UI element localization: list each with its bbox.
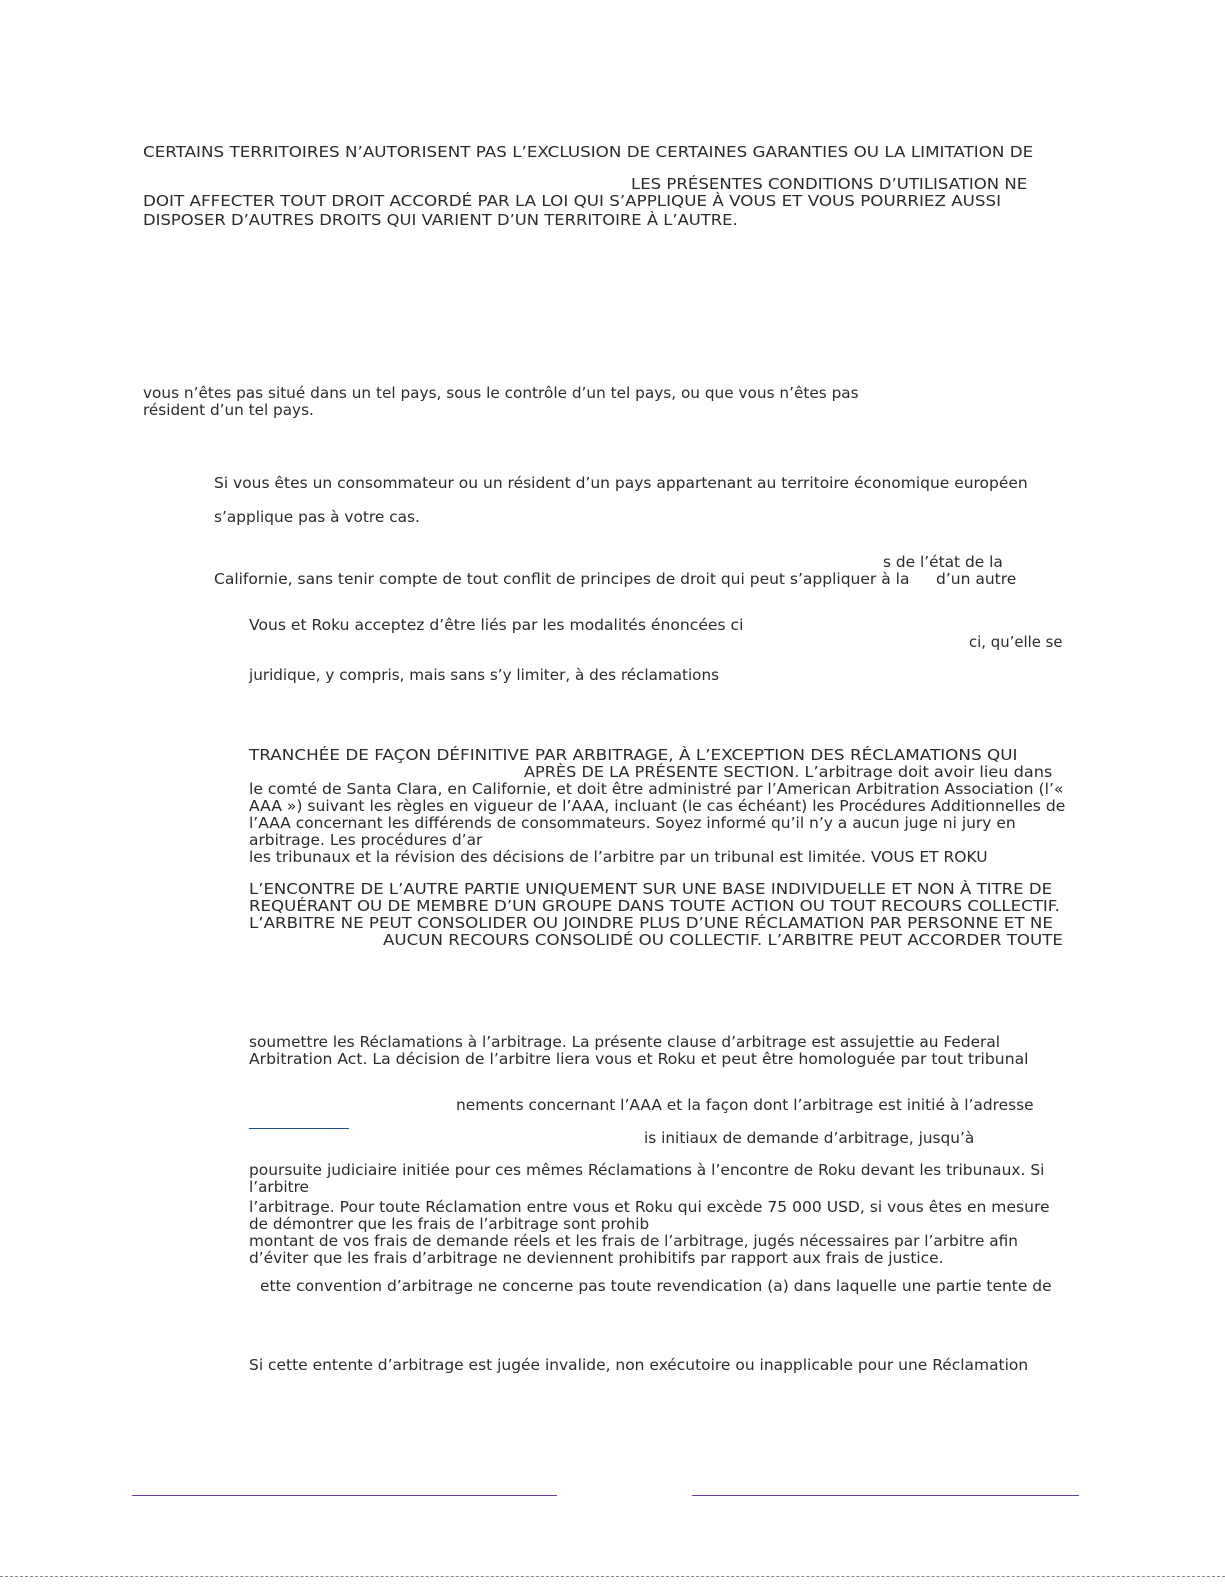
text-line: l’AAA concernant les différends de consommateurs. Soyez informé qu’il n’y a aucun juge ni jury en: [249, 814, 1016, 832]
text-line: Arbitration Act. La décision de l’arbitre liera vous et Roku et peut être homologuée par tout tribunal: [249, 1050, 1029, 1068]
text-line: L’ARBITRE NE PEUT CONSOLIDER OU JOINDRE PLUS D’UNE RÉCLAMATION PAR PERSONNE ET NE: [249, 914, 1053, 932]
text-line: ci, qu’elle se: [969, 633, 1063, 651]
text-line: Si cette entente d’arbitrage est jugée invalide, non exécutoire ou inapplicable pour une Réclamation: [249, 1356, 1029, 1374]
text-line: l’arbitrage. Pour toute Réclamation entre vous et Roku qui excède 75 000 USD, si vous êtes en mesure: [249, 1198, 1050, 1216]
text-line: DISPOSER D’AUTRES DROITS QUI VARIENT D’UN TERRITOIRE À L’AUTRE.: [143, 211, 738, 229]
text-line: LES PRÉSENTES CONDITIONS D’UTILISATION NE: [631, 175, 1028, 193]
text-line: d’éviter que les frais d’arbitrage ne deviennent prohibitifs par rapport aux frais de justice.: [249, 1249, 944, 1267]
text-line: arbitrage. Les procédures d’ar: [249, 831, 483, 849]
text-line: d’un autre: [936, 570, 1017, 588]
text-line: ette convention d’arbitrage ne concerne pas toute revendication (a) dans laquelle une partie tente de: [260, 1277, 1052, 1295]
text-line: Si vous êtes un consommateur ou un résident d’un pays appartenant au territoire économique européen: [214, 474, 1028, 492]
text-line: s’applique pas à votre cas.: [214, 508, 420, 526]
text-line: résident d’un tel pays.: [143, 401, 314, 419]
page-bottom-border: [0, 1576, 1225, 1577]
text-line: montant de vos frais de demande réels et les frais de l’arbitrage, jugés nécessaires par l’arbitre afin: [249, 1232, 1018, 1250]
text-line: AAA ») suivant les règles en vigueur de l’AAA, incluant (le cas échéant) les Procédures Additionnelles de: [249, 797, 1066, 815]
text-line: s de l’état de la: [883, 553, 1003, 571]
footer-rule-left: [132, 1495, 557, 1496]
text-line: de démontrer que les frais de l’arbitrage sont prohib: [249, 1215, 650, 1233]
text-line: APRÈS DE LA PRÉSENTE SECTION. L’arbitrage doit avoir lieu dans: [524, 763, 1053, 781]
text-line: TRANCHÉE DE FAÇON DÉFINITIVE PAR ARBITRAGE, À L’EXCEPTION DES RÉCLAMATIONS QUI: [249, 746, 1018, 764]
text-line: Californie, sans tenir compte de tout conflit de principes de droit qui peut s’appliquer à la: [214, 570, 910, 588]
text-line: l’arbitre: [249, 1178, 309, 1196]
text-line: is initiaux de demande d’arbitrage, jusqu’à: [644, 1129, 975, 1147]
text-line: le comté de Santa Clara, en Californie, et doit être administré par l’American Arbitration Association (l’«: [249, 780, 1064, 798]
text-line: vous n’êtes pas situé dans un tel pays, sous le contrôle d’un tel pays, ou que vous n’êtes pas: [143, 384, 859, 402]
text-line: poursuite judiciaire initiée pour ces mêmes Réclamations à l’encontre de Roku devant les tribunaux. Si: [249, 1161, 1045, 1179]
text-line: soumettre les Réclamations à l’arbitrage. La présente clause d’arbitrage est assujettie au Federal: [249, 1033, 1001, 1051]
text-line: juridique, y compris, mais sans s’y limiter, à des réclamations: [249, 666, 719, 684]
text-line: DOIT AFFECTER TOUT DROIT ACCORDÉ PAR LA LOI QUI S’APPLIQUE À VOUS ET VOUS POURRIEZ AUSSI: [143, 192, 1002, 210]
text-line: AUCUN RECOURS CONSOLIDÉ OU COLLECTIF. L’ARBITRE PEUT ACCORDER TOUTE: [383, 931, 1063, 949]
text-line: nements concernant l’AAA et la façon dont l’arbitrage est initié à l’adresse: [456, 1096, 1034, 1114]
text-line: REQUÉRANT OU DE MEMBRE D’UN GROUPE DANS TOUTE ACTION OU TOUT RECOURS COLLECTIF.: [249, 897, 1060, 915]
text-line: Vous et Roku acceptez d’être liés par les modalités énoncées ci: [249, 616, 744, 634]
text-line: L’ENCONTRE DE L’AUTRE PARTIE UNIQUEMENT SUR UNE BASE INDIVIDUELLE ET NON À TITRE DE: [249, 880, 1053, 898]
text-line: les tribunaux et la révision des décisions de l’arbitre par un tribunal est limitée. VOUS ET ROKU: [249, 848, 988, 866]
text-line: CERTAINS TERRITOIRES N’AUTORISENT PAS L’EXCLUSION DE CERTAINES GARANTIES OU LA LIMITATION DE: [143, 143, 1034, 161]
hyperlink-underline[interactable]: [249, 1128, 349, 1129]
footer-rule-right: [692, 1495, 1079, 1496]
